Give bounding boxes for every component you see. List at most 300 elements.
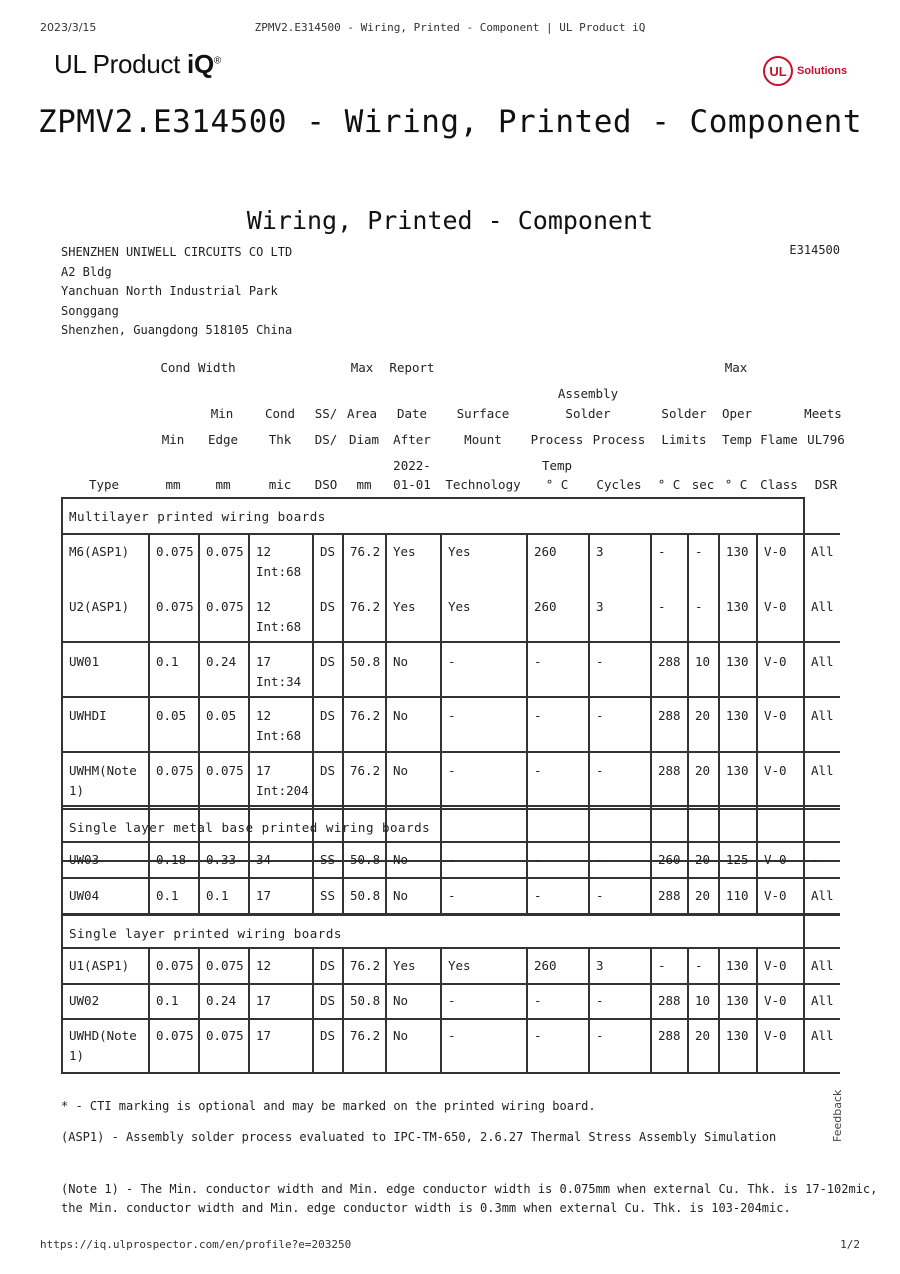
section-border-left: [61, 497, 63, 535]
table-cell: UWHDI: [69, 708, 107, 723]
company-name: SHENZHEN UNIWELL CIRCUITS CO LTD: [61, 245, 293, 259]
table-cell: 130: [726, 544, 749, 559]
column-header: mm: [165, 477, 181, 492]
row-bottom-border: [61, 983, 840, 985]
table-cell: -: [448, 993, 456, 1008]
column-header: Cond Width: [160, 360, 236, 375]
section-bottom-border: [61, 841, 840, 843]
table-cell: -: [534, 852, 542, 867]
logo-text: UL Product: [54, 49, 188, 79]
table-cell: All: [811, 763, 834, 778]
section-heading: Single layer printed wiring boards: [69, 926, 342, 941]
table-cell: 260: [534, 958, 557, 973]
address-line: Songgang: [61, 303, 119, 318]
table-cell: V-0: [764, 599, 787, 614]
cell-border: [526, 984, 528, 1020]
table-cell: V-0: [764, 852, 787, 867]
print-header-date: 2023/3/15: [40, 21, 97, 34]
cell-border: [756, 843, 758, 879]
table-cell: -: [596, 993, 604, 1008]
cell-border: [248, 984, 250, 1020]
table-cell: Yes: [448, 958, 471, 973]
column-header: Thk: [268, 432, 292, 447]
table-cell: 76.2: [350, 958, 381, 973]
file-number: E314500: [789, 243, 840, 257]
cell-border: [756, 879, 758, 915]
cell-border: [687, 843, 689, 879]
section-heading: Multilayer printed wiring boards: [69, 509, 326, 524]
table-cell: 17: [256, 888, 272, 903]
row-bottom-border: [61, 696, 840, 698]
column-header: Technology: [445, 477, 521, 492]
company-address: [61, 243, 292, 341]
cell-border: [803, 984, 805, 1020]
table-cell: 17 Int:204: [256, 763, 309, 798]
ul-circle-icon: UL: [763, 56, 793, 86]
table-cell: Yes: [448, 599, 471, 614]
note1-line1: (Note 1) - The Min. conductor width and Min. edge conductor width is 0.075mm when external Cu. Thk. is 17-102mic,: [61, 1182, 878, 1196]
cell-border: [342, 843, 344, 879]
asp1-note: (ASP1) - Assembly solder process evaluated to IPC-TM-650, 2.6.27 Thermal Stress Assembly Simulation: [61, 1130, 777, 1144]
cell-border: [803, 879, 805, 915]
column-header: Surface: [456, 406, 510, 421]
cell-border: [718, 879, 720, 915]
feedback-tab[interactable]: Feedback: [831, 1089, 844, 1142]
column-header: mic: [268, 477, 292, 492]
column-header: 2022-: [393, 458, 431, 473]
table-cell: 125: [726, 852, 749, 867]
column-header: Class: [760, 477, 798, 492]
table-cell: 17: [256, 1028, 272, 1043]
cell-border: [61, 984, 63, 1020]
table-top-border: [61, 497, 805, 499]
cell-border: [248, 1019, 250, 1074]
cell-border: [526, 879, 528, 915]
table-cell: 12 Int:68: [256, 708, 302, 743]
table-cell: -: [658, 599, 666, 614]
column-header: 01-01: [393, 477, 431, 492]
table-cell: DS: [320, 708, 336, 723]
table-cell: Yes: [448, 544, 471, 559]
table-cell: 0.05: [206, 708, 237, 723]
table-cell: 110: [726, 888, 749, 903]
column-header: Solder: [565, 406, 611, 421]
cell-border: [385, 843, 387, 879]
cell-border: [718, 1019, 720, 1074]
section-border-right: [803, 497, 805, 535]
cell-border: [588, 949, 590, 985]
table-cell: 0.075: [206, 1028, 244, 1043]
table-cell: 20: [695, 763, 711, 778]
cell-border: [526, 1019, 528, 1074]
cell-border: [61, 843, 63, 879]
column-header: Cond: [264, 406, 296, 421]
table-cell: U1(ASP1): [69, 958, 130, 973]
cell-border: [803, 1019, 805, 1074]
table-cell: 0.075: [156, 1028, 194, 1043]
column-header: Min: [161, 432, 185, 447]
table-cell: 0.1: [156, 993, 179, 1008]
note1-line2: the Min. conductor width and Min. edge conductor width is 0.3mm when external Cu. Thk. is 103-204mic.: [61, 1201, 791, 1215]
cell-border: [440, 843, 442, 879]
table-cell: -: [596, 708, 604, 723]
column-header: mm: [215, 477, 231, 492]
column-header: UL796: [807, 432, 845, 447]
table-cell: 20: [695, 852, 711, 867]
table-cell: 0.33: [206, 852, 237, 867]
table-cell: -: [596, 1028, 604, 1043]
cell-border: [198, 1019, 200, 1074]
table-cell: 12: [256, 958, 272, 973]
table-cell: DS: [320, 544, 336, 559]
table-cell: All: [811, 958, 834, 973]
table-cell: 130: [726, 708, 749, 723]
table-cell: UWHM(Note 1): [69, 763, 137, 798]
table-cell: -: [534, 888, 542, 903]
table-cell: No: [393, 654, 409, 669]
table-cell: -: [695, 599, 703, 614]
cell-border: [198, 984, 200, 1020]
cell-border: [148, 984, 150, 1020]
table-cell: 76.2: [350, 1028, 381, 1043]
table-cell: UW02: [69, 993, 100, 1008]
table-cell: DS: [320, 1028, 336, 1043]
cell-border: [718, 984, 720, 1020]
table-cell: 260: [534, 544, 557, 559]
table-cell: V-0: [764, 958, 787, 973]
table-cell: -: [534, 708, 542, 723]
section-top-border: [61, 808, 840, 810]
table-cell: V-0: [764, 888, 787, 903]
table-cell: 10: [695, 654, 711, 669]
table-cell: 288: [658, 654, 681, 669]
table-cell: -: [534, 763, 542, 778]
column-header: SS/: [314, 406, 338, 421]
table-cell: DS: [320, 599, 336, 614]
table-cell: 130: [726, 599, 749, 614]
table-cell: 76.2: [350, 708, 381, 723]
column-header: Assembly: [557, 386, 619, 401]
table-cell: 50.8: [350, 654, 381, 669]
column-header: Max: [724, 360, 748, 375]
table-cell: -: [658, 544, 666, 559]
column-header: Area: [346, 406, 378, 421]
table-cell: 20: [695, 1028, 711, 1043]
page-number: 1/2: [840, 1238, 860, 1251]
cell-border: [650, 1019, 652, 1074]
table-cell: 0.075: [156, 958, 194, 973]
row-bottom-border: [61, 877, 840, 879]
address-line: Yanchuan North Industrial Park: [61, 284, 278, 298]
cell-border: [198, 879, 200, 915]
cell-border: [650, 879, 652, 915]
cell-border: [650, 949, 652, 985]
table-cell: 288: [658, 708, 681, 723]
table-cell: No: [393, 888, 409, 903]
table-cell: V-0: [764, 654, 787, 669]
cell-border: [440, 1019, 442, 1074]
cell-border: [342, 984, 344, 1020]
cell-border: [385, 1019, 387, 1074]
table-cell: Yes: [393, 958, 416, 973]
table-cell: 17 Int:34: [256, 654, 302, 689]
cell-border: [756, 949, 758, 985]
table-cell: 0.24: [206, 654, 237, 669]
table-cell: 0.1: [156, 888, 179, 903]
cell-border: [440, 949, 442, 985]
column-header: Max: [350, 360, 374, 375]
table-cell: Yes: [393, 599, 416, 614]
table-cell: -: [596, 852, 604, 867]
cell-border: [756, 984, 758, 1020]
cell-border: [588, 879, 590, 915]
cell-border: [198, 949, 200, 985]
cell-border: [687, 1019, 689, 1074]
table-cell: 17: [256, 993, 272, 1008]
table-cell: -: [534, 654, 542, 669]
column-header: DSO: [314, 477, 338, 492]
print-header-title: ZPMV2.E314500 - Wiring, Printed - Component | UL Product iQ: [254, 21, 646, 34]
cell-border: [148, 1019, 150, 1074]
cell-border: [588, 1019, 590, 1074]
ul-product-iq-logo[interactable]: [54, 49, 221, 80]
table-cell: V-0: [764, 544, 787, 559]
cell-border: [650, 984, 652, 1020]
column-header: sec: [691, 477, 715, 492]
cell-border: [385, 949, 387, 985]
cti-note: * - CTI marking is optional and may be marked on the printed wiring board.: [61, 1099, 596, 1113]
table-cell: All: [811, 544, 834, 559]
table-cell: 12 Int:68: [256, 599, 302, 634]
cell-border: [526, 843, 528, 879]
table-cell: -: [448, 852, 456, 867]
table-cell: 0.075: [206, 958, 244, 973]
table-cell: 34: [256, 852, 272, 867]
row-bottom-border: [61, 751, 840, 753]
cell-border: [385, 879, 387, 915]
table-cell: All: [811, 888, 834, 903]
page-title: ZPMV2.E314500 - Wiring, Printed - Component: [37, 104, 863, 140]
table-cell: V-0: [764, 993, 787, 1008]
section-title: Wiring, Printed - Component: [246, 206, 654, 235]
cell-border: [718, 843, 720, 879]
table-cell: No: [393, 993, 409, 1008]
table-cell: 130: [726, 993, 749, 1008]
table-cell: 0.075: [206, 544, 244, 559]
table-cell: -: [658, 958, 666, 973]
table-cell: V-0: [764, 763, 787, 778]
table-cell: M6(ASP1): [69, 544, 130, 559]
column-header: DSR: [814, 477, 838, 492]
table-cell: 50.8: [350, 993, 381, 1008]
table-cell: 0.1: [156, 654, 179, 669]
table-cell: -: [811, 852, 819, 867]
cell-border: [718, 949, 720, 985]
table-cell: 130: [726, 958, 749, 973]
cell-border: [61, 879, 63, 915]
table-cell: 0.075: [156, 763, 194, 778]
cell-border: [385, 984, 387, 1020]
row-bottom-border: [61, 805, 840, 807]
table-cell: 130: [726, 1028, 749, 1043]
table-cell: No: [393, 1028, 409, 1043]
logo-registered: ®: [213, 55, 221, 67]
table-cell: -: [596, 763, 604, 778]
table-cell: All: [811, 599, 834, 614]
table-cell: -: [448, 763, 456, 778]
table-cell: 3: [596, 544, 604, 559]
table-cell: -: [448, 654, 456, 669]
column-header: Type: [88, 477, 120, 492]
table-cell: 260: [658, 852, 681, 867]
table-cell: -: [534, 993, 542, 1008]
table-cell: No: [393, 708, 409, 723]
cell-border: [650, 843, 652, 879]
table-cell: SS: [320, 852, 336, 867]
table-cell: V-0: [764, 1028, 787, 1043]
table-cell: 288: [658, 993, 681, 1008]
logo-iq: iQ: [187, 49, 214, 79]
table-cell: UW04: [69, 888, 100, 903]
ul-solutions-text: Solutions: [797, 65, 848, 77]
table-cell: All: [811, 654, 834, 669]
table-cell: All: [811, 1028, 834, 1043]
section-heading: Single layer metal base printed wiring boards: [69, 820, 431, 835]
table-cell: 12 Int:68: [256, 544, 302, 579]
cell-border: [312, 843, 314, 879]
table-cell: 0.05: [156, 708, 187, 723]
table-cell: -: [448, 1028, 456, 1043]
cell-border: [342, 879, 344, 915]
table-cell: -: [596, 888, 604, 903]
cell-border: [342, 1019, 344, 1074]
table-cell: U2(ASP1): [69, 599, 130, 614]
table-cell: All: [811, 993, 834, 1008]
cell-border: [248, 843, 250, 879]
cell-border: [61, 949, 63, 985]
section-bottom-border: [61, 533, 840, 535]
column-header: Report: [389, 360, 435, 375]
table-cell: 10: [695, 993, 711, 1008]
column-header: Min: [210, 406, 234, 421]
column-header: Flame: [760, 432, 798, 447]
table-cell: -: [534, 1028, 542, 1043]
cell-border: [440, 984, 442, 1020]
cell-border: [756, 1019, 758, 1074]
column-header: Solder: [661, 406, 707, 421]
table-cell: -: [695, 544, 703, 559]
table-cell: No: [393, 763, 409, 778]
table-cell: 288: [658, 763, 681, 778]
column-header: Mount: [464, 432, 502, 447]
table-cell: 288: [658, 888, 681, 903]
column-header: Oper: [721, 406, 753, 421]
cell-border: [198, 843, 200, 879]
table-cell: 0.24: [206, 993, 237, 1008]
row-bottom-border: [61, 1018, 840, 1020]
column-header: Temp: [541, 458, 573, 473]
cell-border: [248, 949, 250, 985]
column-header: Meets: [804, 406, 842, 421]
cell-border: [61, 1019, 63, 1074]
table-cell: 20: [695, 708, 711, 723]
table-cell: UWHD(Note 1): [69, 1028, 137, 1063]
address-line: Shenzhen, Guangdong 518105 China: [61, 323, 293, 337]
column-header: After: [393, 432, 431, 447]
column-header: Cycles: [596, 477, 642, 492]
cell-border: [687, 879, 689, 915]
table-cell: 288: [658, 1028, 681, 1043]
table-cell: 0.075: [156, 544, 194, 559]
column-header: Edge: [207, 432, 239, 447]
table-cell: 76.2: [350, 763, 381, 778]
cell-border: [526, 949, 528, 985]
cell-border: [148, 879, 150, 915]
column-header: ° C: [724, 477, 748, 492]
row-bottom-border: [61, 1072, 840, 1074]
table-cell: 3: [596, 599, 604, 614]
column-header: Temp: [721, 432, 753, 447]
table-cell: DS: [320, 993, 336, 1008]
column-header: Process: [530, 432, 584, 447]
table-cell: 76.2: [350, 599, 381, 614]
column-header: Date: [396, 406, 428, 421]
table-cell: -: [448, 888, 456, 903]
table-cell: V-0: [764, 708, 787, 723]
table-cell: 20: [695, 888, 711, 903]
table-cell: 0.075: [206, 599, 244, 614]
table-cell: All: [811, 708, 834, 723]
ul-solutions-logo[interactable]: [763, 56, 847, 86]
table-cell: SS: [320, 888, 336, 903]
section-border-right: [803, 808, 805, 843]
cell-border: [588, 984, 590, 1020]
table-cell: 76.2: [350, 544, 381, 559]
cell-border: [312, 984, 314, 1020]
cell-border: [588, 843, 590, 879]
column-header: Limits: [661, 432, 707, 447]
section-top-border: [61, 914, 840, 916]
table-cell: 3: [596, 958, 604, 973]
table-cell: DS: [320, 763, 336, 778]
cell-border: [342, 949, 344, 985]
table-cell: -: [695, 958, 703, 973]
column-header: DS/: [314, 432, 338, 447]
table-cell: 260: [534, 599, 557, 614]
column-header: Process: [592, 432, 646, 447]
table-cell: UW01: [69, 654, 100, 669]
table-cell: 50.8: [350, 888, 381, 903]
column-header: ° C: [657, 477, 681, 492]
table-cell: No: [393, 852, 409, 867]
cell-border: [148, 949, 150, 985]
table-cell: 0.1: [206, 888, 229, 903]
section-bottom-border: [61, 947, 840, 949]
section-border-right: [803, 914, 805, 949]
cell-border: [440, 879, 442, 915]
table-cell: 50.8: [350, 852, 381, 867]
cell-border: [248, 879, 250, 915]
address-line: A2 Bldg: [61, 264, 112, 279]
cell-border: [148, 843, 150, 879]
column-header: Diam: [348, 432, 380, 447]
table-cell: DS: [320, 958, 336, 973]
table-cell: -: [596, 654, 604, 669]
cell-border: [312, 879, 314, 915]
section-border-left: [61, 914, 63, 949]
table-cell: -: [448, 708, 456, 723]
footer-url: https://iq.ulprospector.com/en/profile?e=203250: [40, 1238, 352, 1251]
